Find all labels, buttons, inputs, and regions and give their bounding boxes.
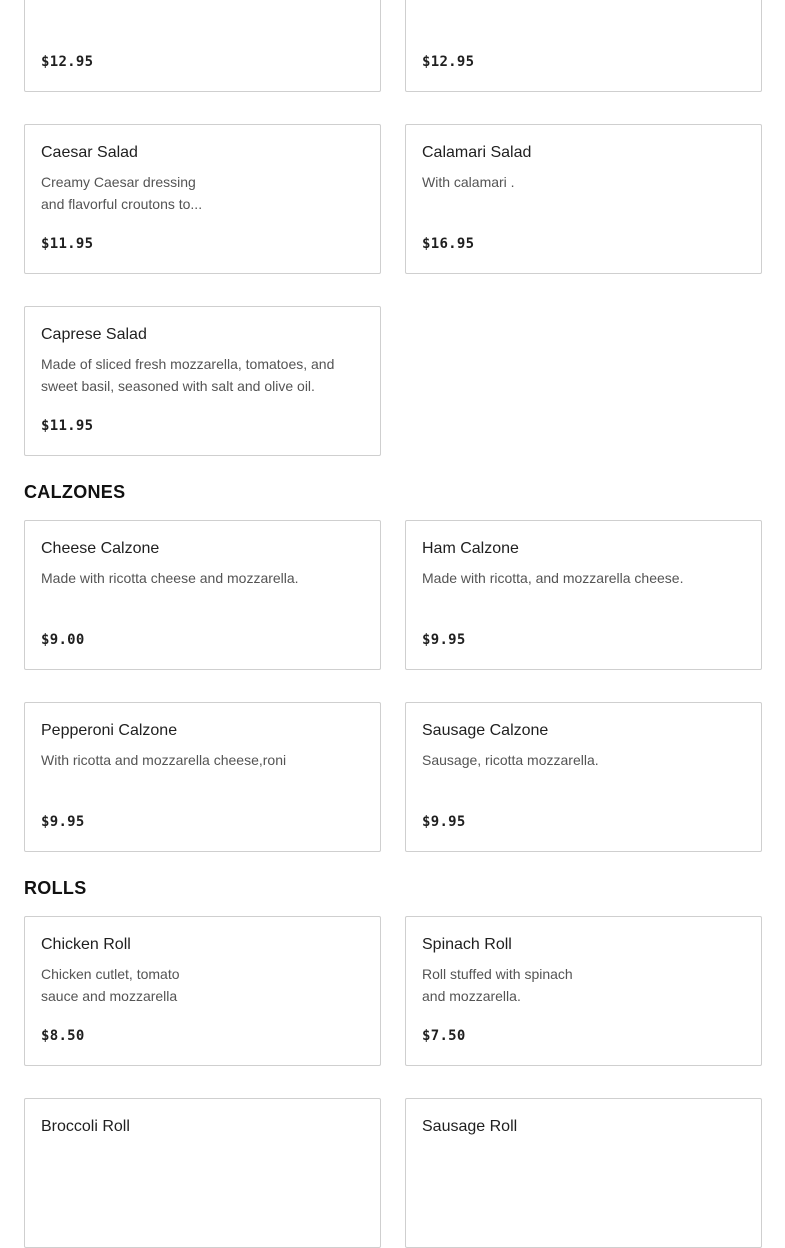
menu-item-name: Broccoli Roll <box>41 1118 130 1135</box>
menu-item-card[interactable] <box>405 0 762 92</box>
menu-item-price: $9.95 <box>422 632 466 648</box>
menu-item-card[interactable] <box>24 124 381 274</box>
menu-item-description: Made with ricotta cheese and mozzarella. <box>41 570 299 586</box>
menu-item-price: $9.95 <box>41 814 85 830</box>
menu-item-card[interactable] <box>24 1098 381 1248</box>
menu-item-name: Calamari Salad <box>422 144 532 161</box>
menu-item-name: Caesar Salad <box>41 144 138 161</box>
menu-item-price: $9.95 <box>422 814 466 830</box>
menu-item-card[interactable] <box>405 916 762 1066</box>
menu-item-name: Sausage Calzone <box>422 722 549 739</box>
menu-item-name: Caprese Salad <box>41 326 147 343</box>
menu-item-price: $7.50 <box>422 1028 466 1044</box>
menu-item-description: Sausage, ricotta mozzarella. <box>422 752 599 768</box>
menu-item-card[interactable] <box>24 306 381 456</box>
menu-item-card[interactable] <box>405 1098 762 1248</box>
menu-item-description: Creamy Caesar dressing and flavorful croutons to... <box>41 174 203 212</box>
menu-item-name: Spinach Roll <box>422 936 512 953</box>
menu-item-price: $11.95 <box>41 236 94 252</box>
menu-item-price: $12.95 <box>422 54 475 70</box>
menu-item-name: Pepperoni Calzone <box>41 722 178 739</box>
menu-item-price: $8.50 <box>41 1028 85 1044</box>
menu-item-price: $11.95 <box>41 418 94 434</box>
menu-item-description: Made with ricotta, and mozzarella cheese. <box>422 570 684 586</box>
menu-item-card[interactable] <box>24 520 381 670</box>
menu-item-price: $9.00 <box>41 632 85 648</box>
menu-item-name: Cheese Calzone <box>41 540 160 557</box>
menu-item-card[interactable] <box>24 0 381 92</box>
menu-item-description: Made of sliced fresh mozzarella, tomatoes, and sweet basil, seasoned with salt and olive oil. <box>41 356 335 394</box>
menu-item-name: Sausage Roll <box>422 1118 518 1135</box>
menu-item-price: $12.95 <box>41 54 94 70</box>
menu-item-name: Chicken Roll <box>41 936 131 953</box>
menu-item-price: $16.95 <box>422 236 475 252</box>
menu-item-card[interactable] <box>405 520 762 670</box>
menu-item-description: Chicken cutlet, tomato sauce and mozzarella <box>41 966 180 1004</box>
menu-item-name: Ham Calzone <box>422 540 519 557</box>
menu-item-card[interactable] <box>24 916 381 1066</box>
menu-item-description: Roll stuffed with spinach and mozzarella. <box>422 966 573 1004</box>
menu-item-description: With calamari . <box>422 174 515 190</box>
menu-item-card[interactable] <box>24 702 381 852</box>
menu-item-card[interactable] <box>405 702 762 852</box>
menu-item-card[interactable] <box>405 124 762 274</box>
section-title-rolls: ROLLS <box>24 878 87 898</box>
section-title-calzones: CALZONES <box>24 482 126 502</box>
menu-item-description: With ricotta and mozzarella cheese,roni <box>41 752 287 768</box>
